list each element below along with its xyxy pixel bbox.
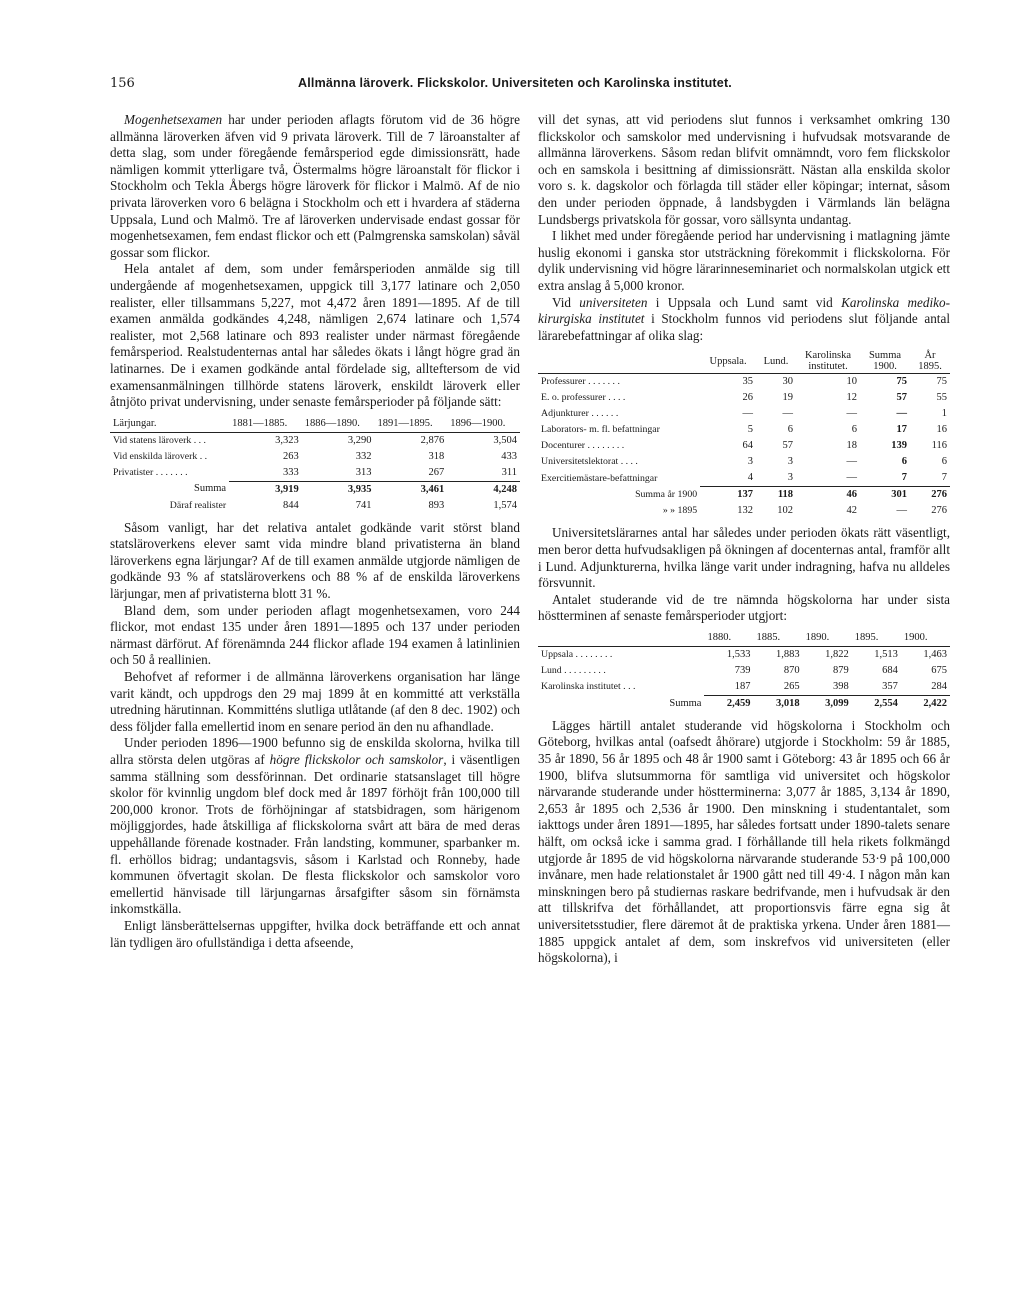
column-header (538, 349, 700, 374)
table-cell: 2,554 (852, 695, 901, 712)
column-header: 1886—1890. (302, 416, 375, 433)
table-cell: 3,461 (375, 481, 448, 498)
table-cell: 3,323 (275, 434, 299, 446)
column-header (538, 630, 704, 647)
table-summa-row (538, 695, 950, 712)
table-cell: 4 (747, 472, 753, 484)
table-cell: 139 (891, 440, 907, 452)
table-cell: 2,422 (901, 695, 950, 712)
paragraph-matlagning: I likhet med under föregående period har undervisning i matlagning jämte huslig ekonomi i ganska stor utsträckning förekommit i flickskolorna. För dylik undervisning vid högre lärarinneseminariet och normalskolan utgick ett extra anslag å 5,000 kronor. (538, 228, 950, 293)
students-table (538, 630, 950, 712)
column-header: 1890. (803, 630, 852, 647)
table-cell: 313 (355, 466, 372, 478)
table-cell: 3 (787, 472, 793, 484)
table-row (538, 438, 950, 454)
column-header: Karolinska institutet. (796, 349, 860, 374)
column-header: Uppsala. (700, 349, 756, 374)
paragraph-reformer: Behofvet af reformer i de allmänna läroverkens organisation har länge varit kändt, och uppdrogs den 29 maj 1899 åt en kommitté att verkställa utredning härutinnan. Kommitténs slutliga utlåtande (af den 8 dec. 1902) och dess följder falla emellertid inom en senare period än den nu afhandlade. (110, 669, 520, 734)
table-row (538, 390, 950, 406)
table-summa-row (110, 481, 520, 498)
table-cell: 398 (832, 680, 849, 692)
table-cell: 3,290 (347, 434, 372, 446)
column-header: 1880. (704, 630, 753, 647)
table-cell: 187 (734, 680, 751, 692)
table-cell: 844 (283, 499, 299, 511)
table-row (538, 663, 950, 679)
page-number: 156 (110, 76, 135, 91)
row-label: E. o. professurer . . . . (541, 392, 626, 404)
table-cell: 3,935 (302, 481, 375, 498)
page-header (110, 76, 920, 96)
table-cell: 1,574 (493, 499, 517, 511)
teachers-table (538, 349, 950, 519)
term-karolinska: Karolinska mediko-kirurgiska institutet (538, 294, 950, 327)
table-row (538, 406, 950, 422)
table-cell: 684 (882, 664, 898, 676)
left-column (110, 112, 520, 951)
table-row (538, 646, 950, 663)
table-cell: 3 (787, 456, 793, 468)
table-row (538, 422, 950, 438)
table-cell: 116 (931, 440, 947, 452)
table-cell: — (846, 472, 857, 484)
table-cell: 6 (941, 456, 947, 468)
table-cell: 1,822 (825, 648, 849, 660)
row-label: Lund . . . . . . . . . (541, 664, 606, 676)
column-header: Summa 1900. (860, 349, 910, 374)
paragraph-mogenhetsexamen (110, 112, 520, 261)
table-row (110, 498, 520, 514)
table-cell: 16 (936, 424, 947, 436)
row-label: Docenturer . . . . . . . . (541, 440, 625, 452)
table-cell: 741 (355, 499, 372, 511)
table-cell: 1,883 (776, 648, 800, 660)
paragraph-text: i Uppsala och Lund samt vid (647, 294, 842, 310)
table-cell: 64 (742, 440, 753, 452)
paragraph-text: , i väsentligen samma ställning som dessförinnan. Det ordinarie statsanslaget till högre skolor för kvinnlig ungdom blef dock med år 1897 förhöjt från 100,000 till 200,000 kronor. Trots de förhöjningar af statsbidragen, som härigenom möjliggjordes, hade åtskilliga af flickskolorna svårt att bära de med deras uppehållande förenade kostnader. Från landsting, kommuner, sparbanker m. fl. erhöllos bidrag; undantagsvis, såsom i Karlstad och Ronneby, hade kommunen öfvertagit skolan. De flesta flickskolor och samskolor voro emellertid hänvisade till lärjungarnas årsafgifter såsom sin förnämsta inkomstkälla. (110, 752, 520, 917)
term-flickskolor: högre flickskolor och samskolor (269, 752, 444, 767)
table-cell: 333 (283, 466, 299, 478)
column-header: År 1895. (910, 349, 950, 374)
table-row (538, 454, 950, 470)
row-label: Däraf realister (169, 499, 227, 511)
table-cell: 102 (777, 505, 793, 517)
table-cell: — (846, 408, 857, 420)
column-header: 1896—1900. (447, 416, 520, 433)
column-header: 1895. (852, 630, 901, 647)
table-cell: 46 (796, 487, 860, 504)
running-title: Allmänna läroverk. Flickskolor. Universiteten och Karolinska institutet. (298, 76, 732, 90)
table-cell: 7 (901, 472, 907, 484)
table-cell: 357 (882, 680, 898, 692)
right-column (538, 112, 950, 967)
table-cell: 6 (901, 456, 907, 468)
table-cell: 3,919 (229, 481, 302, 498)
row-label: Uppsala . . . . . . . . (541, 648, 613, 660)
table-cell: — (742, 408, 753, 420)
table-cell: 57 (782, 440, 793, 452)
paragraph-text: har under perioden aflagts förutom vid de 36 högre allmänna läroverken äfven vid 9 privata läroverk. Till de 7 läroanstalter af detta slag, som under föregående femårsperiod egde dimissionsrätt, hade nämligen kommit ytterligare två, Östermalms högre läroanstalt för flickor i Stockholm och Tekla Åbergs högre läroverk för flickor i Malmö. Af de nio privata läroverken voro 6 belägna i Stockholm och ett i hvardera af städerna Uppsala, Lund och Malmö. Tre af läroverken undervisade endast gossar för mogenhetsexamen, fem endast flickor och ett (Palmgrenska samskolan) såväl gossar som flickor. (110, 112, 520, 260)
paragraph-text: Under perioden 1896—1900 befunno sig de enskilda skolorna, hvilka till allra största delen utgöras af (110, 735, 520, 767)
row-label: Adjunkturer . . . . . . (541, 408, 619, 420)
table-cell: 1,513 (874, 648, 898, 660)
table-cell: 2,876 (420, 434, 445, 446)
table-cell: — (896, 505, 907, 517)
table-cell: 42 (846, 505, 857, 517)
table-cell: 3,504 (493, 434, 517, 446)
table-cell: — (896, 408, 907, 420)
row-label: Universitetslektorat . . . . (541, 456, 638, 468)
column-header: 1900. (901, 630, 950, 647)
column-header: Lärjungar. (110, 416, 229, 433)
table-cell: 1 (941, 408, 947, 420)
table-cell: — (782, 408, 793, 420)
table-cell: 137 (700, 487, 756, 504)
table-row (110, 465, 520, 482)
row-label: Summa (669, 697, 702, 709)
column-header: 1885. (754, 630, 803, 647)
table-cell: 433 (501, 450, 517, 462)
table-summa-row (538, 487, 950, 504)
table-header-row (538, 349, 950, 374)
paragraph-universiteten (538, 295, 950, 345)
table-cell: 2,459 (704, 695, 753, 712)
table-cell: 18 (846, 440, 857, 452)
table-row (110, 432, 520, 449)
table-cell: 7 (941, 472, 947, 484)
table-cell: 17 (896, 424, 907, 436)
table-row (538, 503, 950, 519)
table-cell: 3,099 (803, 695, 852, 712)
row-label: Privatister . . . . . . . (113, 466, 188, 478)
table-cell: 870 (783, 664, 800, 676)
table-cell: 739 (734, 664, 751, 676)
table-cell: 35 (742, 376, 753, 388)
table-cell: 318 (428, 450, 445, 462)
row-label: Summa år 1900 (635, 489, 698, 501)
table-cell: 6 (851, 424, 857, 436)
paragraph-studerande-intro: Antalet studerande vid de tre nämnda högskolorna har under sista höstterminen af senaste femårsperioder utgjort: (538, 591, 950, 624)
table-cell: 12 (846, 392, 857, 404)
column-header: 1881—1885. (229, 416, 302, 433)
paragraph-lagges-hartill: Lägges härtill antalet studerande vid högskolorna i Stockholm och Göteborg, hvilkas antal (oafsedt åhörare) utgjorde i Stockholm: 59 år 1885, 35 år 1890, 56 år 1895 och 48 år 1900 samt i Göteborg: 43 år 1895 och 66 år 1900, blifva slutsummorna för samtliga vid universitet och högskolor närvarande studerande under höstterminerna: 3,077 år 1885, 3,134 år 1890, 2,653 år 1895 och 2,536 år 1900. Den minskning i studentantalet, som iakttogs under åren 1891—1895, har således fortsatt under 1890-talets senare hälft, om också icke i samma grad. I förhållande till hela rikets folkmängd utgjorde år 1895 de vid högskolorna närvarande studerande 53·9 på 100,000 invånare, men hade relationstalet år 1900 gått ned till 49·4. I någon mån kan minskningen bero på studiernas raskare bedrifvande, men i hufvudsak är den att tillskrifva det förhållandet, att proportionsvis färre egna sig åt universitetsstudier, flere däremot åt de praktiska yrkena. Under åren 1881—1885 uppgick antalet af dem, som inskrefvos vid universiteten (eller högskolorna), i (538, 717, 950, 966)
table-cell: 1,463 (923, 648, 947, 660)
paragraph-continuation: vill det synas, att vid periodens slut funnos i verksamhet omkring 130 flickskolor och samskolor med undervisning i hufvudsak motsvarande de allmänna läroverkens. Såsom redan blifvit omnämndt, voro fem flickskolor och en samskola i besittning af dimissionsrätt. Nästan alla enskilda skolor voro s. k. dagskolor och förlagda till städer eller köpingar; internat, såsom den under perioden öppnade, å landsbygden i Värmlands län belägna Lundsbergs privatskola för gossar, voro sällsynta undantag. (538, 112, 950, 227)
table-cell: 6 (787, 424, 793, 436)
table-cell: 311 (501, 466, 517, 478)
table-cell: 879 (832, 664, 849, 676)
table-cell: 118 (756, 487, 796, 504)
table-row (110, 449, 520, 465)
term-universiteten: universiteten (579, 294, 648, 310)
row-label: » » 1895 (662, 505, 698, 517)
row-label: Exercitiemästare-befattningar (541, 472, 658, 484)
table-cell: 10 (846, 376, 857, 388)
table-cell: 1,533 (726, 648, 751, 660)
table-cell: 675 (931, 664, 947, 676)
table-cell: 284 (931, 680, 947, 692)
row-label: Karolinska institutet . . . (541, 681, 636, 693)
paragraph-lansberattelser: Enligt länsberättelsernas uppgifter, hvilka dock beträffande ett och annat län tydligen äro ofullständiga i detta afseende, (110, 917, 520, 950)
paragraph-relativa: Såsom vanligt, har det relativa antalet godkände varit störst bland statsläroverkens elever samt vida mindre bland privatisterna än bland läroverkens egna lärjungar? Af de till examen anmälde utgjorde nämligen de godkände 93 % af statsläroverkens och 88 % af de enskilda läroverkens lärjungar, men af privatisterna blott 31 %. (110, 519, 520, 602)
table-cell: 276 (931, 505, 947, 517)
table-cell: 75 (936, 376, 947, 388)
table-cell: 267 (428, 466, 445, 478)
table-row (538, 470, 950, 487)
table-cell: 301 (860, 487, 910, 504)
table-cell: 3,018 (754, 695, 803, 712)
paragraph-antalet: Hela antalet af dem, som under femårsperioden anmälde sig till undergående af mogenhetsexamen, uppgick till 3,177 latinare och 2,050 realister, eller tillsammans 5,227, mot 4,472 åren 1891—1895. Af de till examen anmälda godkändes 4,248, nämligen 2,674 latinare och 1,574 realister, mot 2,568 latinare och 893 realister under närmast föregående femårsperiod. Realstudenternas antal har således ökats i långt högre grad än latinarnes. De i examen godkände antal fördelade sig, allteftersom de vid examensanmälningen tillhörde statens läroverk, enskildt läroverk eller åtnjöto privat undervisning, under senaste femårsperioder på följande sätt: (110, 261, 520, 410)
table-cell: 30 (782, 376, 793, 388)
table-cell: 893 (428, 499, 445, 511)
paragraph-text: Vid (552, 294, 580, 310)
column-header: Lund. (756, 349, 796, 374)
table-cell: 276 (910, 487, 950, 504)
table-cell: 265 (783, 680, 800, 692)
paragraph-flickor: Bland dem, som under perioden aflagt mogenhetsexamen, voro 244 flickor, mot endast 135 under åren 1891—1895 och 137 under perioden närmast därförut. Af förenämnda 244 flickor aflade 194 examen å latinlinien och 50 å reallinien. (110, 602, 520, 668)
table-header-row (538, 630, 950, 647)
row-label: Professurer . . . . . . . (541, 376, 620, 388)
paragraph-text: i Stockholm funnos vid periodens slut följande antal lärarebefattningar af olika slag: (538, 311, 950, 343)
term-mogenhetsexamen: Mogenhetsexamen (124, 112, 223, 127)
table-cell: 132 (737, 505, 753, 517)
table-cell: 3 (747, 456, 753, 468)
table-cell: — (846, 456, 857, 468)
paragraph-enskilda-skolor (110, 735, 520, 918)
table-cell: 75 (896, 376, 907, 388)
row-label: Summa (193, 483, 227, 495)
table-cell: 4,248 (447, 481, 520, 498)
table-header-row (110, 416, 520, 433)
column-header: 1891—1895. (375, 416, 448, 433)
table-cell: 19 (782, 392, 793, 404)
table-cell: 5 (747, 424, 753, 436)
table-cell: 332 (355, 450, 372, 462)
row-label: Vid statens läroverk . . . (113, 434, 207, 446)
table-cell: 55 (936, 392, 947, 404)
table-cell: 57 (896, 392, 907, 404)
table-cell: 263 (283, 450, 299, 462)
paragraph-universitetslarare: Universitetslärarnes antal har således under perioden ökats rätt väsentligt, men beror detta hufvudsakligen på ökningen af docenternas antal, framför allt i Lund. Adjunkturerna, hvilka länge varit under indragning, hafva nu alldeles försvunnit. (538, 525, 950, 591)
row-label: Laborators- m. fl. befattningar (541, 424, 660, 436)
row-label: Vid enskilda läroverk . . (113, 450, 208, 462)
table-row (538, 374, 950, 391)
table-row (538, 679, 950, 696)
exam-results-table (110, 416, 520, 514)
table-cell: 26 (742, 392, 753, 404)
